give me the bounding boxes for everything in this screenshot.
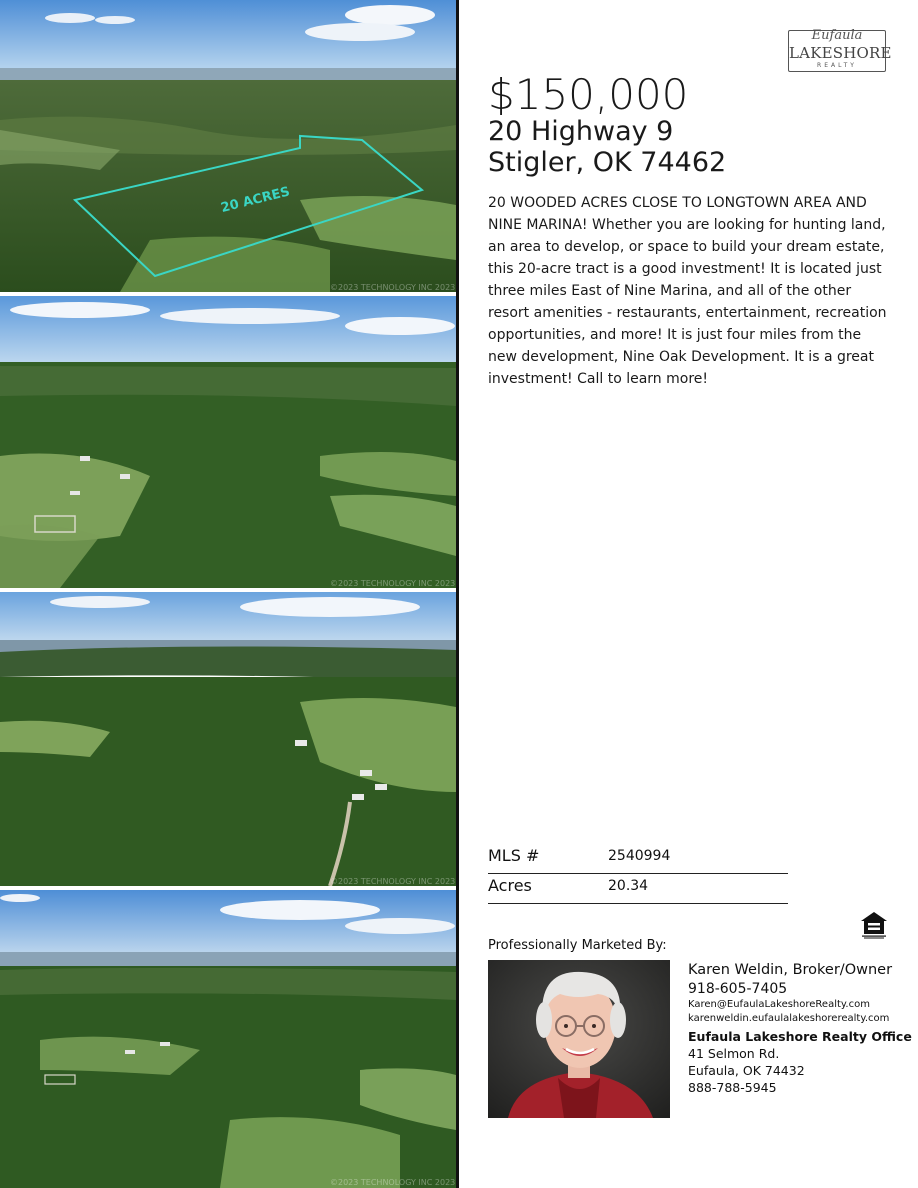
tract-overlay-label: 20 ACRES	[219, 184, 292, 216]
listing-description: 20 WOODED ACRES CLOSE TO LONGTOWN AREA AND NINE MARINA! Whether you are looking for hunting land, an area to develop, or space to build your dream estate, this 20-acre tract is a good investment! It is located just three miles East of Nine Marina, and all of the other resort amenities - restaurants, entertainment, recreation opportunities, and more! It is just four miles from the new development, Nine Oak Development. It is a great investment! Call to learn more!	[488, 195, 887, 387]
marketed-by-label: Professionally Marketed By:	[488, 938, 667, 953]
fact-value: 20.34	[608, 878, 649, 894]
address-line-2: Stigler, OK 74462	[488, 147, 727, 178]
office-name: Eufaula Lakeshore Realty Office	[688, 1029, 912, 1044]
agent-contact	[688, 960, 912, 1096]
photo-column	[0, 0, 456, 1188]
agent-name: Karen Weldin, Broker/Owner	[688, 962, 893, 978]
column-divider	[456, 0, 459, 1188]
agent-phone[interactable]: 918-605-7405	[688, 981, 788, 997]
fact-label: MLS #	[488, 846, 540, 865]
listing-price: $150,000	[488, 70, 689, 119]
office-street: 41 Selmon Rd.	[688, 1046, 780, 1061]
aerial-photo-1[interactable]	[0, 0, 456, 292]
photo-watermark-2: ©2023 TECHNOLOGY INC 2023	[330, 579, 456, 588]
photo-watermark-1: ©2023 TECHNOLOGY INC 2023	[330, 283, 456, 292]
fact-row-mls	[488, 846, 788, 874]
aerial-photo-2-image	[0, 296, 456, 588]
agent-photo	[488, 960, 670, 1118]
aerial-photo-3[interactable]	[0, 592, 456, 886]
equal-housing-icon	[859, 910, 889, 940]
fact-label: Acres	[488, 876, 532, 895]
aerial-photo-3-image	[0, 592, 456, 886]
photo-watermark-3: ©2023 TECHNOLOGY INC 2023	[330, 877, 456, 886]
office-phone[interactable]: 888-788-5945	[688, 1080, 777, 1095]
aerial-photo-4-image	[0, 890, 456, 1188]
logo-main-text: LAKESHORE	[789, 44, 892, 62]
agent-portrait-image	[488, 960, 670, 1118]
logo-script-text: Eufaula	[811, 28, 863, 43]
aerial-photo-2[interactable]	[0, 296, 456, 588]
office-city: Eufaula, OK 74432	[688, 1063, 805, 1078]
address-line-1: 20 Highway 9	[488, 116, 674, 147]
brokerage-logo	[788, 28, 892, 72]
fact-row-acres	[488, 876, 788, 904]
agent-email[interactable]: Karen@EufaulaLakeshoreRealty.com	[688, 999, 870, 1010]
aerial-photo-4[interactable]	[0, 890, 456, 1188]
logo-sub-text: REALTY	[817, 62, 857, 69]
photo-watermark-4: ©2023 TECHNOLOGY INC 2023	[330, 1178, 456, 1187]
fact-value: 2540994	[608, 848, 671, 864]
agent-website[interactable]: karenweldin.eufaulalakeshorerealty.com	[688, 1013, 890, 1024]
aerial-photo-1-image	[0, 0, 456, 292]
